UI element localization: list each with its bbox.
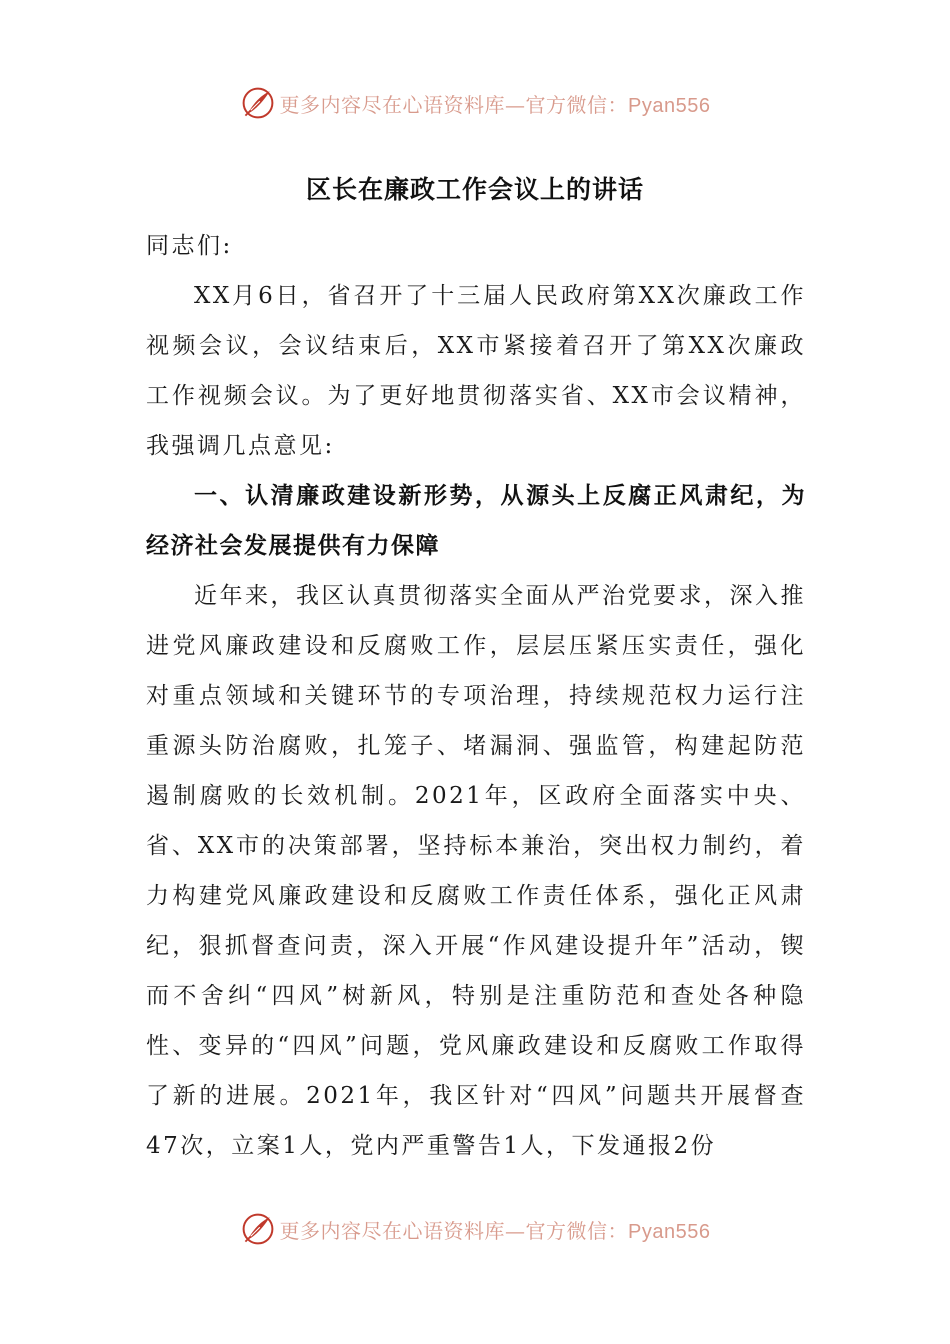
banner-label: 更多内容尽在心语资料库—官方微信： xyxy=(279,1218,629,1243)
feather-pen-logo-icon xyxy=(240,85,276,121)
salutation: 同志们: xyxy=(146,233,233,259)
paragraph-body: 近年来，我区认真贯彻落实全面从严治党要求，深入推进党风廉政建设和反腐败工作，层层压紧压实责任，强化对重点领域和关键环节的专项治理，持续规范权力运行注重源头防治腐败，扎笼子、堵漏洞、强监管，构建起防范遏制腐败的长效机制。2021年，区政府全面落实中央、省、XX市的决策部署，坚持标本兼治，突出权力制约，着力构建党风廉政建设和反腐败工作责任体系，强化正风肃纪，狠抓督查问责，深入开展“作风建设提升年”活动，锲而不舍纠“四风”树新风，特别是注重防范和查处各种隐性、变异的“四风”问题，党风廉政建设和反腐败工作取得了新的进展。2021年，我区针对“四风”问题共开展督查47次，立案1人，党内严重警告1人，下发通报2份 xyxy=(146,583,806,1159)
banner-text xyxy=(280,1215,711,1244)
banner-wechat-id: Pyan556 xyxy=(628,94,711,117)
paragraph-intro: XX月6日，省召开了十三届人民政府第XX次廉政工作视频会议，会议结束后，XX市紧接着召开了第XX次廉政工作视频会议。为了更好地贯彻落实省、XX市会议精神，我强调几点意见: xyxy=(146,283,806,459)
feather-pen-logo-icon xyxy=(240,1211,276,1247)
banner-wechat-id: Pyan556 xyxy=(628,1220,711,1243)
header-banner xyxy=(0,81,950,125)
section-heading-1: 一、认清廉政建设新形势，从源头上反腐正风肃纪，为经济社会发展提供有力保障 xyxy=(146,483,806,559)
document-title: 区长在廉政工作会议上的讲话 xyxy=(305,175,644,204)
banner-label: 更多内容尽在心语资料库—官方微信： xyxy=(279,92,629,117)
banner-text xyxy=(280,89,711,118)
document-body xyxy=(146,221,806,1171)
footer-banner xyxy=(0,1207,950,1251)
